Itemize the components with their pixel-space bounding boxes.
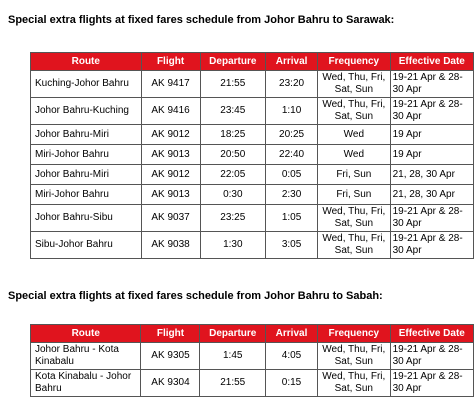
header-frequency: Frequency	[318, 325, 391, 343]
header-route: Route	[31, 325, 141, 343]
cell-effective-date: 21, 28, 30 Apr	[390, 165, 473, 185]
cell-departure: 23:25	[200, 205, 266, 232]
cell-flight: AK 9012	[141, 165, 200, 185]
cell-flight: AK 9013	[141, 185, 200, 205]
table-row	[31, 343, 474, 370]
table-row	[31, 232, 474, 259]
cell-flight: AK 9416	[141, 98, 200, 125]
cell-route: Miri-Johor Bahru	[31, 145, 142, 165]
header-effective-date: Effective Date	[390, 53, 473, 71]
header-effective-date: Effective Date	[390, 325, 473, 343]
cell-effective-date: 19-21 Apr & 28-30 Apr	[390, 98, 473, 125]
sarawak-heading: Special extra flights at fixed fares schedule from Johor Bahru to Sarawak:	[8, 14, 395, 26]
cell-frequency: Wed	[318, 125, 391, 145]
cell-effective-date: 21, 28, 30 Apr	[390, 185, 473, 205]
cell-departure: 21:55	[200, 370, 266, 397]
cell-departure: 1:45	[200, 343, 266, 370]
cell-route: Johor Bahru-Miri	[31, 125, 142, 145]
cell-flight: AK 9012	[141, 125, 200, 145]
cell-route: Johor Bahru-Miri	[31, 165, 142, 185]
cell-arrival: 22:40	[266, 145, 318, 165]
header-departure: Departure	[200, 325, 266, 343]
cell-flight: AK 9305	[141, 343, 200, 370]
cell-effective-date: 19-21 Apr & 28-30 Apr	[390, 205, 473, 232]
cell-route: Sibu-Johor Bahru	[31, 232, 142, 259]
cell-departure: 23:45	[200, 98, 266, 125]
header-frequency: Frequency	[318, 53, 391, 71]
cell-frequency: Wed, Thu, Fri, Sat, Sun	[318, 205, 391, 232]
cell-departure: 1:30	[200, 232, 266, 259]
header-flight: Flight	[141, 325, 200, 343]
cell-effective-date: 19 Apr	[390, 145, 473, 165]
cell-flight: AK 9038	[141, 232, 200, 259]
cell-route: Johor Bahru - Kota Kinabalu	[31, 343, 141, 370]
cell-effective-date: 19 Apr	[390, 125, 473, 145]
cell-arrival: 23:20	[266, 71, 318, 98]
cell-frequency: Fri, Sun	[318, 165, 391, 185]
cell-arrival: 0:05	[266, 165, 318, 185]
sabah-schedule-table	[30, 324, 474, 397]
cell-frequency: Fri, Sun	[318, 185, 391, 205]
cell-departure: 0:30	[200, 185, 266, 205]
header-route: Route	[31, 53, 142, 71]
header-arrival: Arrival	[266, 53, 318, 71]
cell-departure: 22:05	[200, 165, 266, 185]
cell-route: Miri-Johor Bahru	[31, 185, 142, 205]
table-row	[31, 185, 474, 205]
table-row	[31, 165, 474, 185]
table-header-row	[31, 325, 474, 343]
table-row	[31, 71, 474, 98]
cell-arrival: 4:05	[266, 343, 318, 370]
cell-departure: 18:25	[200, 125, 266, 145]
cell-arrival: 2:30	[266, 185, 318, 205]
cell-frequency: Wed	[318, 145, 391, 165]
cell-arrival: 0:15	[266, 370, 318, 397]
header-arrival: Arrival	[266, 325, 318, 343]
cell-flight: AK 9417	[141, 71, 200, 98]
cell-route: Johor Bahru-Kuching	[31, 98, 142, 125]
sarawak-schedule-table	[30, 52, 474, 259]
table-header-row	[31, 53, 474, 71]
table-row	[31, 125, 474, 145]
cell-route: Kuching-Johor Bahru	[31, 71, 142, 98]
cell-route: Johor Bahru-Sibu	[31, 205, 142, 232]
cell-effective-date: 19-21 Apr & 28-30 Apr	[390, 232, 473, 259]
cell-route: Kota Kinabalu - Johor Bahru	[31, 370, 141, 397]
table-row	[31, 205, 474, 232]
header-departure: Departure	[200, 53, 266, 71]
sabah-heading: Special extra flights at fixed fares schedule from Johor Bahru to Sabah:	[8, 290, 383, 302]
cell-arrival: 1:05	[266, 205, 318, 232]
cell-arrival: 3:05	[266, 232, 318, 259]
cell-departure: 21:55	[200, 71, 266, 98]
cell-flight: AK 9013	[141, 145, 200, 165]
table-row	[31, 98, 474, 125]
cell-effective-date: 19-21 Apr & 28-30 Apr	[390, 370, 473, 397]
cell-arrival: 1:10	[266, 98, 318, 125]
cell-frequency: Wed, Thu, Fri, Sat, Sun	[318, 98, 391, 125]
cell-effective-date: 19-21 Apr & 28-30 Apr	[390, 343, 473, 370]
table-row	[31, 145, 474, 165]
cell-frequency: Wed, Thu, Fri, Sat, Sun	[318, 232, 391, 259]
cell-frequency: Wed, Thu, Fri, Sat, Sun	[318, 343, 391, 370]
cell-effective-date: 19-21 Apr & 28-30 Apr	[390, 71, 473, 98]
cell-frequency: Wed, Thu, Fri, Sat, Sun	[318, 71, 391, 98]
cell-flight: AK 9037	[141, 205, 200, 232]
cell-flight: AK 9304	[141, 370, 200, 397]
cell-departure: 20:50	[200, 145, 266, 165]
cell-arrival: 20:25	[266, 125, 318, 145]
cell-frequency: Wed, Thu, Fri, Sat, Sun	[318, 370, 391, 397]
header-flight: Flight	[141, 53, 200, 71]
table-row	[31, 370, 474, 397]
